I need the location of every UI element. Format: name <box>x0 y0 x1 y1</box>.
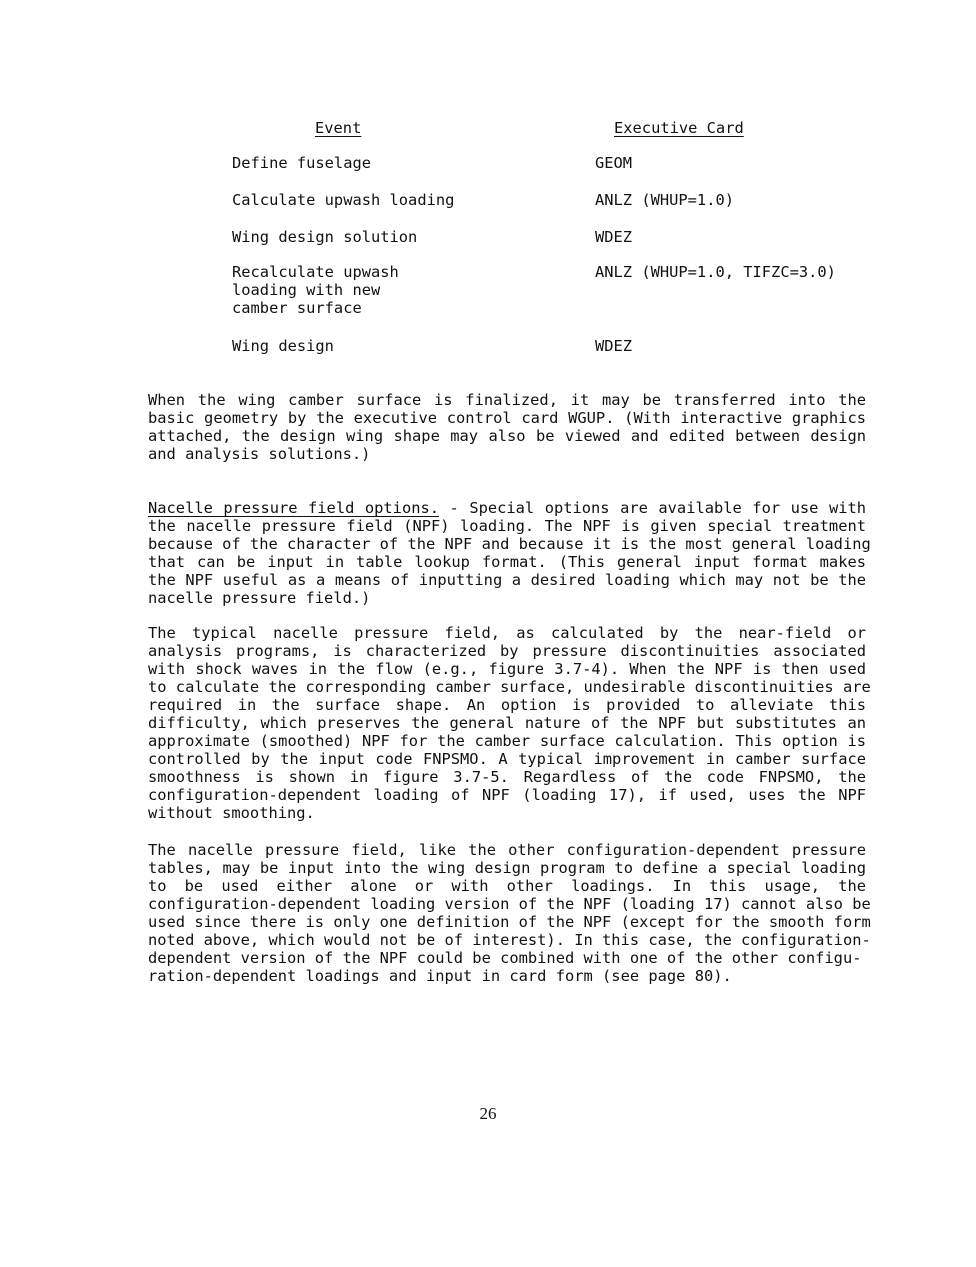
paragraph-line: used since there is only one definition of the NPF (except for the smooth form <box>148 913 871 931</box>
paragraph-wing-camber <box>148 391 866 463</box>
paragraph-line: that can be input in table lookup format. (This general input format makes <box>148 553 866 571</box>
paragraph-line: difficulty, which preserves the general nature of the NPF but substitutes an <box>148 714 866 732</box>
paragraph-line: The nacelle pressure field, like the other configuration-dependent pressure <box>148 841 866 859</box>
paragraph-line: configuration-dependent loading version of the NPF (loading 17) cannot also be <box>148 895 871 913</box>
paragraph-line: analysis programs, is characterized by pressure discontinuities associated <box>148 642 866 660</box>
paragraph-npf-wing-design <box>148 841 871 985</box>
paragraph-line: because of the character of the NPF and because it is the most general loading <box>148 535 871 553</box>
table-row-event: Define fuselage <box>232 154 371 172</box>
table-row-card: GEOM <box>595 154 633 172</box>
paragraph-line: approximate (smoothed) NPF for the camber surface calculation. This option is <box>148 732 866 750</box>
paragraph-line: When the wing camber surface is finalized, it may be transferred into the <box>148 391 866 409</box>
table-row-event: Recalculate upwash loading with new camber surface <box>232 263 399 317</box>
paragraph-line: attached, the design wing shape may also be viewed and edited between design <box>148 427 866 445</box>
paragraph-line: to be used either alone or with other loadings. In this usage, the <box>148 877 866 895</box>
table-row-card: WDEZ <box>595 228 633 246</box>
heading-continuation: - Special options are available for use with <box>439 499 867 517</box>
paragraph-line: controlled by the input code FNPSMO. A typical improvement in camber surface <box>148 750 866 768</box>
table-row-card: WDEZ <box>595 337 633 355</box>
paragraph-line <box>148 499 866 517</box>
paragraph-line: The typical nacelle pressure field, as calculated by the near-field or <box>148 624 866 642</box>
paragraph-line: smoothness is shown in figure 3.7-5. Regardless of the code FNPSMO, the <box>148 768 866 786</box>
paragraph-nacelle-options <box>148 499 871 607</box>
paragraph-line: configuration-dependent loading of NPF (loading 17), if used, uses the NPF <box>148 786 866 804</box>
paragraph-line: to calculate the corresponding camber surface, undesirable discontinuities are <box>148 678 871 696</box>
page-number: 26 <box>479 1104 497 1123</box>
paragraph-line: dependent version of the NPF could be combined with one of the other configu- <box>148 949 862 967</box>
table-row-event: Calculate upwash loading <box>232 191 455 209</box>
paragraph-typical-npf <box>148 624 871 822</box>
paragraph-line: and analysis solutions.) <box>148 445 371 463</box>
event-column-header: Event <box>315 119 362 137</box>
table-row-card: ANLZ (WHUP=1.0, TIFZC=3.0) <box>595 263 836 281</box>
paragraph-line: tables, may be input into the wing design program to define a special loading <box>148 859 866 877</box>
paragraph-line: the nacelle pressure field (NPF) loading. The NPF is given special treatment <box>148 517 866 535</box>
paragraph-line: with shock waves in the flow (e.g., figure 3.7-4). When the NPF is then used <box>148 660 866 678</box>
section-heading: Nacelle pressure field options. <box>148 499 440 517</box>
paragraph-line: basic geometry by the executive control card WGUP. (With interactive graphics <box>148 409 866 427</box>
paragraph-line: nacelle pressure field.) <box>148 589 371 607</box>
paragraph-line: required in the surface shape. An option is provided to alleviate this <box>148 696 866 714</box>
executive-card-column-header: Executive Card <box>614 119 744 137</box>
paragraph-line: the NPF useful as a means of inputting a desired loading which may not be the <box>148 571 866 589</box>
paragraph-line: ration-dependent loadings and input in card form (see page 80). <box>148 967 732 985</box>
table-row-card: ANLZ (WHUP=1.0) <box>595 191 734 209</box>
paragraph-line: without smoothing. <box>148 804 315 822</box>
table-row-event: Wing design <box>232 337 334 355</box>
table-row-event: Wing design solution <box>232 228 418 246</box>
paragraph-line: noted above, which would not be of interest). In this case, the configuration- <box>148 931 871 949</box>
